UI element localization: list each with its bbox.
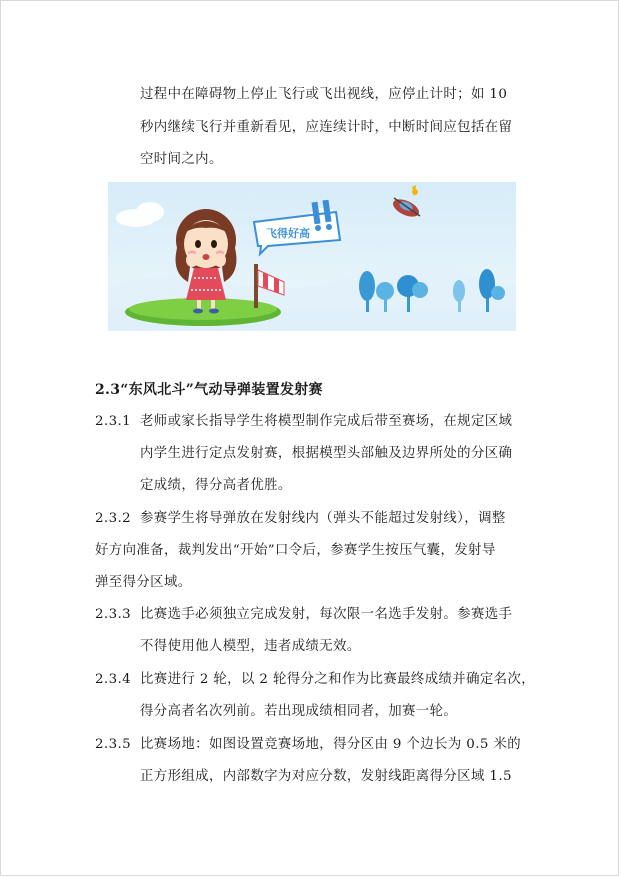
clause-line: 得分高者名次列前。若出现成绩相同者，加赛一轮。 xyxy=(140,704,458,719)
clause-number: 2.3.3 xyxy=(95,607,132,622)
speech-bubble-text: 飞得好高 xyxy=(266,227,310,240)
clause-line: 老师或家长指导学生将模型制作完成后带至赛场，在规定区域 xyxy=(140,414,513,429)
clause-number: 2.3.2 xyxy=(95,511,132,526)
clause-2-3-4 xyxy=(95,673,535,686)
clause-number: 2.3.4 xyxy=(95,672,132,687)
clause-line: 比赛选手必须独立完成发射，每次限一名选手发射。参赛选手 xyxy=(140,607,513,622)
intro-line-3: 空时间之内。 xyxy=(140,152,223,167)
section-heading: 2.3“东风北斗”气动导弹装置发射赛 xyxy=(95,382,323,398)
clause-number: 2.3.1 xyxy=(95,414,132,429)
illustration-banner xyxy=(108,182,516,331)
clause-line: 弹至得分区域。 xyxy=(95,575,192,590)
clause-line: 比赛场地：如图设置竞赛场地，得分区由 9 个边长为 0.5 米的 xyxy=(140,737,522,752)
clause-line: 不得使用他人模型，违者成绩无效。 xyxy=(140,639,361,654)
clause-2-3-3 xyxy=(95,608,512,621)
clause-number: 2.3.5 xyxy=(95,737,132,752)
clause-line: 好方向准备，裁判发出“开始”口令后，参赛学生按压气囊，发射导 xyxy=(95,543,496,558)
clause-line: 定成绩，得分高者优胜。 xyxy=(140,478,292,493)
clause-line: 内学生进行定点发射赛，根据模型头部触及边界所处的分区确 xyxy=(140,446,513,461)
clause-line: 参赛学生将导弹放在发射线内（弹头不能超过发射线），调整 xyxy=(140,511,506,526)
clause-2-3-5 xyxy=(95,738,521,751)
clause-2-3-1 xyxy=(95,415,512,428)
clause-2-3-2 xyxy=(95,512,506,525)
intro-line-2: 秒内继续飞行并重新看见，应连续计时，中断时间应包括在留 xyxy=(140,120,513,135)
clause-line: 比赛进行 2 轮，以 2 轮得分之和作为比赛最终成绩并确定名次， xyxy=(140,672,536,687)
intro-line-1: 过程中在障碍物上停止飞行或飞出视线，应停止计时；如 10 xyxy=(140,87,508,102)
clause-line: 正方形组成，内部数字为对应分数，发射线距离得分区域 1.5 xyxy=(140,769,512,784)
